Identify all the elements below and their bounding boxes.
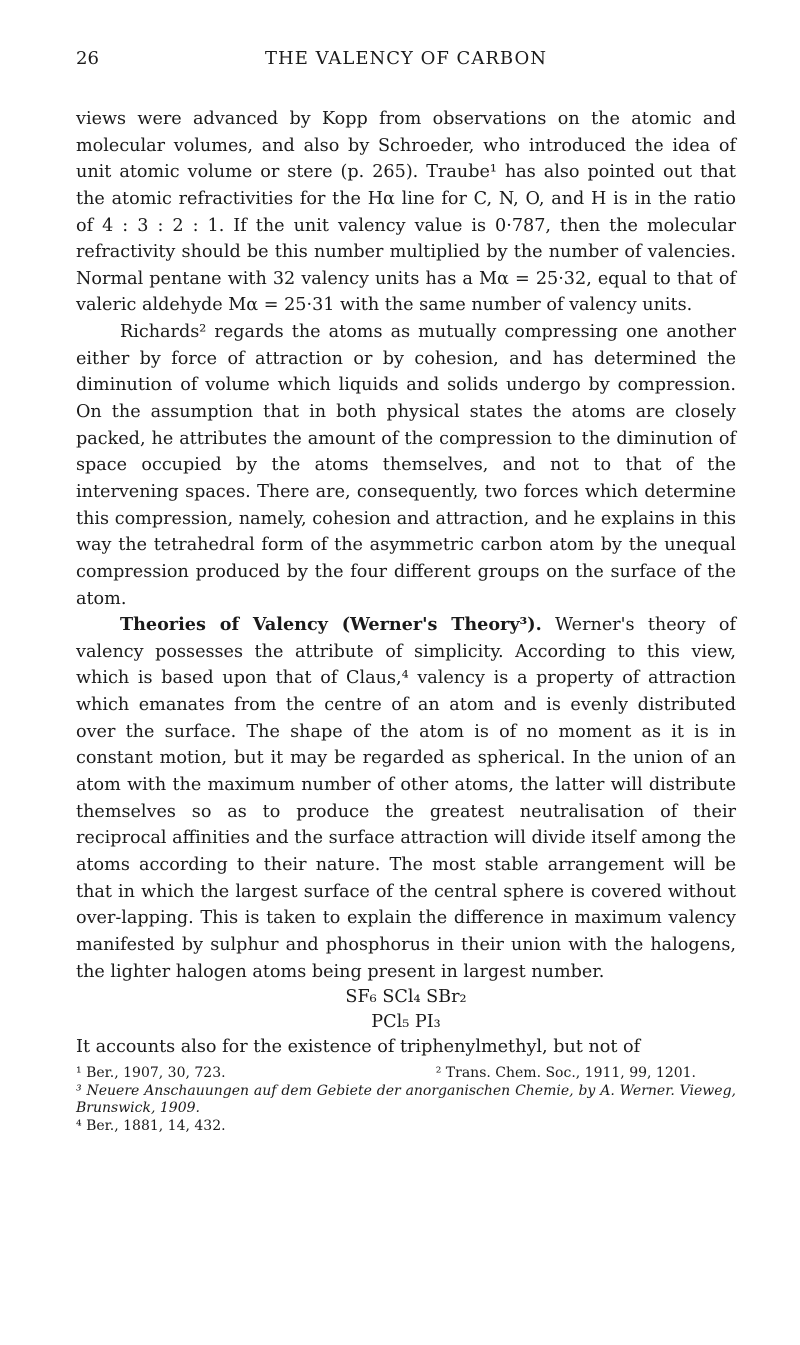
footnotes xyxy=(76,1065,736,1135)
paragraph-4: It accounts also for the existence of triphenylmethyl, but not of xyxy=(76,1037,641,1058)
paragraph-3-text: Werner's theory of valency possesses the attribute of simplicity. According to this view, which is based upon that of Claus,⁴ valency is a property of attraction which emanates from the centre of an atom and is evenly distributed over the surface. The shape of the atom is of no moment as it is in constant motion, but it may be regarded as spherical. In the union of an atom with the maximum number of other atoms, the latter will distribute themselves so as to produce the greatest neutralisation of their reciprocal affinities and the surface attraction will divide itself among the atoms according to their nature. The most stable arrangement will be that in which the largest surface of the central sphere is covered without over-lapping. This is taken to explain the difference in maximum valency manifested by sulphur and phosphorus in their union with the halogens, the lighter halogen atoms being present in largest number. xyxy=(76,615,736,982)
body-text xyxy=(76,106,736,1135)
footnote-1: ¹ Ber., 1907, 30, 723. xyxy=(76,1065,226,1082)
paragraph-3 xyxy=(76,612,736,985)
footnote-4: ⁴ Ber., 1881, 14, 432. xyxy=(76,1117,226,1134)
formula-phosphorus-halides: PCl₅ PI₃ xyxy=(371,1011,441,1032)
paragraph-1: views were advanced by Kopp from observations on the atomic and molecular volumes, and also by Schroeder, who introduced the idea of unit atomic volume or stere (p. 265). Traube¹ has also pointed out that the atomic refractivities for the Hα line for C, N, O, and H is in the ratio of 4 : 3 : 2 : 1. If the unit valency value is 0·787, then the molecular refractivity should be this number multiplied by the number of valencies. Normal pentane with 32 valency units has a Mα = 25·32, equal to that of valeric aldehyde Mα = 25·31 with the same number of valency units. xyxy=(76,109,736,316)
page-number: 26 xyxy=(76,48,99,69)
page xyxy=(76,48,736,1135)
footnote-2: ² Trans. Chem. Soc., 1911, 99, 1201. xyxy=(435,1065,696,1082)
footnote-3: ³ Neuere Anschauungen auf dem Gebiete der anorganischen Chemie, by A. Werner. Vieweg, Brunswick, 1909. xyxy=(76,1082,736,1117)
page-header xyxy=(76,48,736,88)
running-title: THE VALENCY OF CARBON xyxy=(265,48,547,69)
paragraph-2: Richards² regards the atoms as mutually compressing one another either by force of attraction or by cohesion, and has determined the diminution of volume which liquids and solids undergo by compression. On the assumption that in both physical states the atoms are closely packed, he attributes the amount of the compression to the diminution of space occupied by the atoms themselves, and not to that of the intervening spaces. There are, consequently, two forces which determine this compression, namely, cohesion and attraction, and he explains in this way the tetrahedral form of the asymmetric carbon atom by the unequal compression produced by the four different groups on the surface of the atom. xyxy=(76,322,736,609)
section-heading: Theories of Valency (Werner's Theory³). xyxy=(120,614,542,636)
formula-sulphur-halides: SF₆ SCl₄ SBr₂ xyxy=(345,987,467,1008)
footnote-row-1 xyxy=(76,1065,736,1083)
